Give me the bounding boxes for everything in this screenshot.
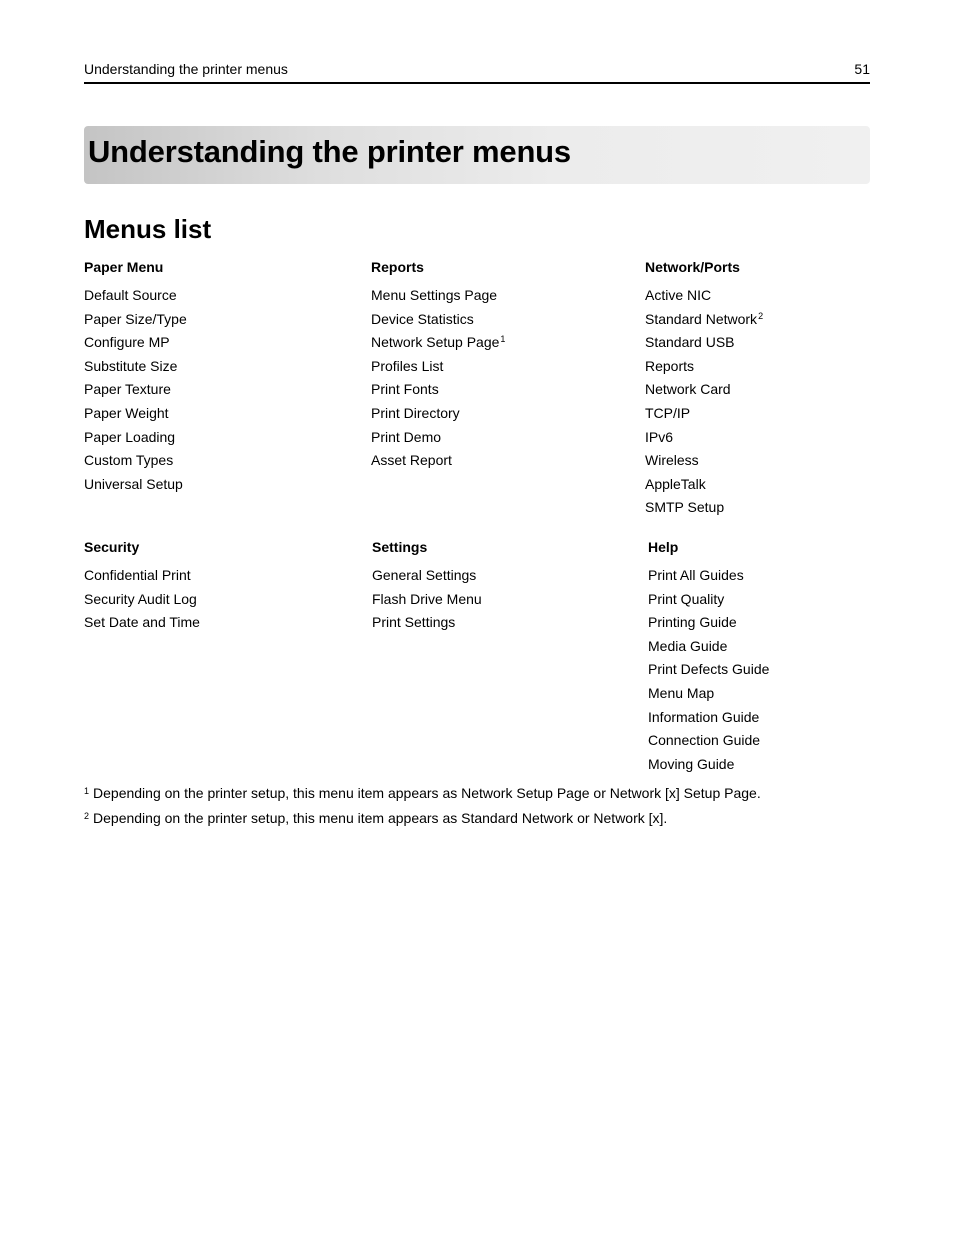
menu-item: Substitute Size xyxy=(84,357,178,374)
menu-item-with-footnote xyxy=(645,310,763,334)
menu-item: Print Settings xyxy=(372,614,456,631)
menu-item: Print Quality xyxy=(648,590,725,607)
menu-group-heading: Security xyxy=(84,539,140,555)
menu-item-list xyxy=(84,566,200,637)
running-header xyxy=(84,60,870,84)
menu-group-heading: Settings xyxy=(372,539,428,555)
menu-item: Configure MP xyxy=(84,334,170,351)
menu-item: Active NIC xyxy=(645,287,712,303)
menu-item: Information Guide xyxy=(648,708,760,725)
menu-item: Universal Setup xyxy=(84,475,183,492)
menu-item-list xyxy=(648,566,769,778)
menu-group-heading: Paper Menu xyxy=(84,259,164,275)
menu-item-list xyxy=(372,566,482,637)
menu-item: Custom Types xyxy=(84,452,174,469)
menu-item: Confidential Print xyxy=(84,567,191,583)
menu-group-security xyxy=(84,538,200,637)
running-title: Understanding the printer menus xyxy=(84,61,288,77)
footnote-ref: 2 xyxy=(758,310,764,321)
menu-item-label: Standard Network xyxy=(645,310,758,327)
menu-item: Flash Drive Menu xyxy=(372,590,482,607)
chapter-title-band xyxy=(84,126,870,184)
menu-item: Paper Weight xyxy=(84,404,169,421)
menu-group-heading: Help xyxy=(648,539,679,555)
menu-item: Print Fonts xyxy=(371,381,439,398)
footnote-ref: 1 xyxy=(500,334,506,345)
menu-item: IPv6 xyxy=(645,428,674,445)
page-number: 51 xyxy=(854,61,870,77)
menu-item: Print Demo xyxy=(371,428,442,445)
menu-item: Wireless xyxy=(645,452,699,469)
menu-item-list xyxy=(84,286,187,498)
menu-group-help xyxy=(648,538,769,778)
menu-item: Paper Loading xyxy=(84,428,176,445)
section-title: Menus list xyxy=(84,214,212,244)
menu-item: Device Statistics xyxy=(371,310,474,327)
menu-item: Print Defects Guide xyxy=(648,661,770,678)
menu-item: Moving Guide xyxy=(648,755,735,772)
menu-item: Network Card xyxy=(645,381,731,398)
menu-item: AppleTalk xyxy=(645,475,706,492)
menu-item: General Settings xyxy=(372,567,477,583)
menu-item: Security Audit Log xyxy=(84,590,197,607)
menu-item: Set Date and Time xyxy=(84,614,200,631)
menu-item-list xyxy=(645,286,763,522)
menu-item: Print Directory xyxy=(371,404,460,421)
menu-item: Printing Guide xyxy=(648,614,737,631)
footnote-mark: 2 xyxy=(84,811,90,821)
chapter-title: Understanding the printer menus xyxy=(88,134,571,169)
footnotes xyxy=(84,784,884,834)
menu-item: Paper Texture xyxy=(84,381,171,398)
footnote-text: Depending on the printer setup, this menu item appears as Network Setup Page or Network [x] Setup Page. xyxy=(93,785,761,801)
menu-item: SMTP Setup xyxy=(645,499,725,516)
menu-item: Profiles List xyxy=(371,357,444,374)
menu-item: Menu Settings Page xyxy=(371,287,498,303)
menu-group-heading: Reports xyxy=(371,259,424,275)
menu-item-list xyxy=(371,286,505,475)
footnote-1 xyxy=(84,784,884,809)
menu-item: TCP/IP xyxy=(645,404,691,421)
menu-item-label: Network Setup Page xyxy=(371,334,500,351)
menu-group-reports xyxy=(371,258,505,475)
menu-item: Asset Report xyxy=(371,452,452,469)
menu-item: Print All Guides xyxy=(648,567,744,583)
footnote-2 xyxy=(84,809,884,834)
menu-group-settings xyxy=(372,538,482,637)
menu-group-heading: Network/Ports xyxy=(645,259,740,275)
menu-item: Connection Guide xyxy=(648,732,761,749)
menu-item: Media Guide xyxy=(648,637,728,654)
menu-group-paper xyxy=(84,258,187,498)
footnote-text: Depending on the printer setup, this menu item appears as Standard Network or Network [x]. xyxy=(93,810,668,826)
menu-group-network-ports xyxy=(645,258,763,522)
menu-item: Default Source xyxy=(84,287,177,303)
menu-item-with-footnote xyxy=(371,333,505,357)
menu-item: Reports xyxy=(645,357,695,374)
footnote-mark: 1 xyxy=(84,786,90,796)
menu-item: Standard USB xyxy=(645,334,735,351)
menu-item: Paper Size/Type xyxy=(84,310,187,327)
menu-item: Menu Map xyxy=(648,684,715,701)
